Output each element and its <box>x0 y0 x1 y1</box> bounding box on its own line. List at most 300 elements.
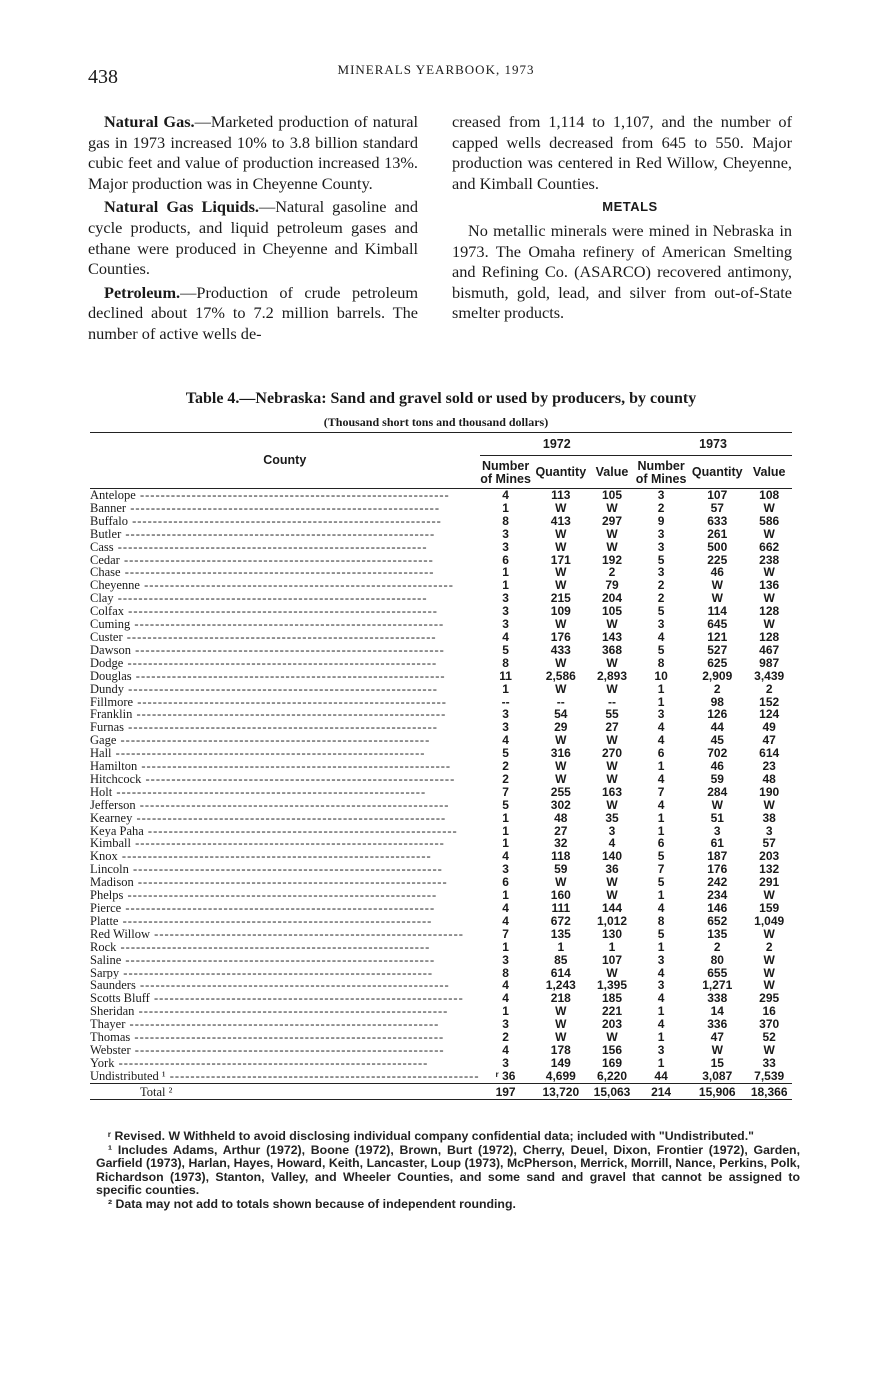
county-cell: Jefferson ------------------------------------------------------------ <box>90 798 450 812</box>
county-cell: Scotts Bluff ------------------------------------------------------------ <box>90 992 464 1006</box>
county-cell: Cedar ------------------------------------------------------------ <box>90 553 434 567</box>
quantity-1972-cell: W <box>555 526 567 541</box>
ngl-body: —Natural gasoline and cycle products, and liquid petroleum gases and ethane were produced in Cheyenne and Kimball Counties. <box>88 197 418 279</box>
table-row <box>90 644 792 657</box>
mines-1973-cell: 3 <box>657 539 665 554</box>
quantity-1972-cell: W <box>555 771 567 786</box>
mines-1972-cell: 4 <box>502 901 509 915</box>
quantity-1973-cell: 176 <box>707 862 728 877</box>
value-header-1973: Value <box>746 456 792 489</box>
quantity-1972-cell: W <box>555 1004 567 1019</box>
value-1973-cell: W <box>763 500 775 515</box>
quantity-1973-cell: 15 <box>710 1055 724 1070</box>
quantity-1973-cell: 121 <box>707 629 728 644</box>
table-row <box>90 928 792 941</box>
mines-1973-cell: 3 <box>657 488 665 502</box>
value-1973-cell: W <box>763 565 775 580</box>
quantity-1973-cell: W <box>711 591 723 606</box>
mines-1973-cell: 2 <box>657 591 665 606</box>
year-1973-header: 1973 <box>634 433 792 456</box>
text-column-right <box>452 112 792 327</box>
value-1972-cell: W <box>606 1030 618 1045</box>
value-1972-cell: W <box>606 771 618 786</box>
mines-1973-cell: 4 <box>657 720 665 735</box>
ngl-heading: Natural Gas Liquids. <box>104 197 260 217</box>
county-cell: Platte ------------------------------------------------------------ <box>90 914 433 928</box>
value-1972-cell: 163 <box>601 784 622 799</box>
value-1973-cell: 124 <box>759 707 780 722</box>
value-1973-cell: 49 <box>762 720 776 735</box>
mines-1973-cell: 1 <box>657 810 665 825</box>
quantity-1973-cell: 114 <box>707 604 727 619</box>
value-1973-cell: W <box>763 888 775 903</box>
table-row <box>90 515 792 528</box>
mines-1973-cell: 3 <box>657 952 665 967</box>
table-row <box>90 566 792 579</box>
value-1973-cell: 370 <box>759 1017 780 1032</box>
county-cell: Chase ------------------------------------------------------------ <box>90 566 435 580</box>
quantity-1973-cell: 2 <box>713 681 721 696</box>
text-column-left <box>88 112 418 348</box>
county-cell: Cuming ------------------------------------------------------------ <box>90 618 445 631</box>
quantity-1972-cell: 29 <box>554 720 568 735</box>
quantity-1973-cell: 44 <box>710 720 724 735</box>
quantity-1972-cell: 48 <box>554 810 568 825</box>
quantity-1973-cell: 234 <box>707 888 728 903</box>
mines-1972-cell: 1 <box>502 565 509 580</box>
mines-1972-cell: 1 <box>502 810 509 825</box>
quantity-1972-cell: W <box>555 875 567 890</box>
county-cell: Hall ------------------------------------------------------------ <box>90 747 426 761</box>
mines-1973-cell: 1 <box>657 1004 665 1019</box>
value-1973-cell: 3,439 <box>754 668 785 683</box>
table-row <box>90 592 792 605</box>
mines-1973-cell: 1 <box>657 823 665 838</box>
mines-1972-cell: 7 <box>502 926 509 941</box>
value-1973-cell: 16 <box>762 1004 776 1019</box>
value-1973-cell: 467 <box>759 642 780 657</box>
metals-body: No metallic minerals were mined in Nebraska in 1973. The Omaha refinery of American Smelting and Refining Co. (ASARCO) recovered antimony, bismuth, gold, lead, and silver from out-of-State smelter products. <box>452 220 792 323</box>
value-1972-cell: W <box>606 526 618 541</box>
county-cell: Rock ------------------------------------------------------------ <box>90 940 431 954</box>
value-1972-cell: 143 <box>601 629 622 644</box>
mines-1973-cell: 1 <box>657 939 665 954</box>
quantity-1972-cell: 59 <box>554 862 568 877</box>
table-row <box>90 554 792 567</box>
quantity-1972-cell: 111 <box>551 901 571 915</box>
value-1973-cell: 2 <box>765 681 773 696</box>
value-1972-cell: 79 <box>605 578 619 593</box>
mines-1972-cell: 6 <box>502 552 509 567</box>
quantity-1972-cell: 32 <box>554 836 568 851</box>
mines-1973-cell: 3 <box>657 617 665 632</box>
table-row <box>90 1057 792 1070</box>
county-cell: Custer ------------------------------------------------------------ <box>90 630 437 644</box>
county-cell: Sarpy ------------------------------------------------------------ <box>90 966 434 980</box>
value-1973-cell: 48 <box>762 771 776 786</box>
mines-1972-cell: 8 <box>502 513 509 528</box>
value-1972-cell: 4 <box>608 836 616 851</box>
petroleum-paragraph <box>88 283 418 345</box>
mines-1972-cell: 5 <box>502 746 509 761</box>
quantity-1972-cell: W <box>555 733 567 748</box>
quantity-header-1972: Quantity <box>532 456 590 489</box>
county-cell: Saline ------------------------------------------------------------ <box>90 953 436 967</box>
mines-header-1972: Number of Mines <box>480 456 532 489</box>
mines-1972-cell: 3 <box>502 617 509 632</box>
county-cell: Thomas ------------------------------------------------------------ <box>90 1031 445 1044</box>
mines-1973-cell: 5 <box>657 875 665 890</box>
table-row <box>90 1018 792 1031</box>
mines-1972-cell: 3 <box>502 1017 509 1032</box>
county-cell: Keya Paha ------------------------------------------------------------ <box>90 824 458 838</box>
mines-1973-cell: 5 <box>657 604 665 619</box>
value-1972-cell: 36 <box>605 862 619 877</box>
mines-1973-cell: 1 <box>657 759 665 774</box>
mines-1972-cell: 6 <box>502 875 509 890</box>
table-row <box>90 825 792 838</box>
value-1972-cell: 169 <box>601 1055 622 1070</box>
value-1973-cell: 132 <box>759 862 780 877</box>
value-1973-cell: 295 <box>759 991 780 1006</box>
value-1972-cell: 192 <box>601 552 622 567</box>
quantity-1972-cell: 54 <box>554 707 568 722</box>
table-row <box>90 528 792 541</box>
table-row <box>90 618 792 631</box>
table-row <box>90 876 792 889</box>
county-cell: Saunders ------------------------------------------------------------ <box>90 979 450 993</box>
county-cell: Butler ------------------------------------------------------------ <box>90 527 436 541</box>
sand-gravel-table <box>90 432 792 1100</box>
mines-1972-cell: 5 <box>502 642 509 657</box>
mines-1972-cell: 3 <box>502 952 509 967</box>
mines-1973-cell: 5 <box>657 849 665 864</box>
mines-1973-cell: 5 <box>657 642 665 657</box>
county-cell: Cass ------------------------------------------------------------ <box>90 540 428 554</box>
mines-1973-cell: 4 <box>657 629 665 644</box>
value-1972-cell: 2,893 <box>596 668 627 683</box>
mines-1972-cell: 7 <box>502 784 509 799</box>
mines-1972-cell: 8 <box>502 965 509 980</box>
value-1972-cell: 1,395 <box>596 978 627 993</box>
value-1973-cell: 7,539 <box>754 1068 785 1083</box>
quantity-1973-cell: 51 <box>710 810 724 825</box>
county-cell: Gage ------------------------------------------------------------ <box>90 734 431 748</box>
mines-1973-cell: 7 <box>657 862 665 877</box>
value-1972-cell: 3 <box>608 823 616 838</box>
mines-1973-cell: 5 <box>657 552 665 567</box>
quantity-1973-cell: 284 <box>707 784 728 799</box>
table-row <box>90 850 792 863</box>
value-1972-cell: 105 <box>601 488 622 502</box>
value-1973-cell: 38 <box>762 810 776 825</box>
quantity-1972-cell: -- <box>556 694 565 709</box>
value-1972-cell: 107 <box>601 952 622 967</box>
value-1973-cell: 52 <box>762 1030 776 1045</box>
mines-1972-cell: 4 <box>502 733 509 748</box>
value-1973-cell: 47 <box>762 733 776 748</box>
value-1973-cell: 152 <box>759 694 780 709</box>
mines-1972-cell: 4 <box>502 849 509 864</box>
value-1973-cell: 662 <box>759 539 780 554</box>
quantity-1973-cell: 527 <box>707 642 728 657</box>
table-row <box>90 1031 792 1044</box>
quantity-1972-cell: 176 <box>550 629 571 644</box>
quantity-1972-cell: 149 <box>550 1055 571 1070</box>
mines-1973-cell: 44 <box>654 1068 668 1083</box>
mines-1972-cell: 1 <box>502 888 509 903</box>
mines-1972-cell: 2 <box>502 1030 509 1045</box>
mines-1972-cell: 3 <box>502 526 509 541</box>
total-county-cell: Total ² <box>90 1083 480 1099</box>
county-cell: Banner ------------------------------------------------------------ <box>90 501 440 515</box>
quantity-1972-cell: 178 <box>550 1042 571 1057</box>
mines-1972-cell: 1 <box>502 500 509 515</box>
footnotes <box>96 1130 800 1211</box>
value-1973-cell: 136 <box>759 578 780 593</box>
quantity-1973-cell: 14 <box>710 1004 724 1019</box>
quantity-1973-cell: 336 <box>707 1017 728 1032</box>
table-row <box>90 747 792 760</box>
quantity-1973-cell: 645 <box>707 617 728 632</box>
county-cell: Hamilton ------------------------------------------------------------ <box>90 760 452 773</box>
table-row <box>90 760 792 773</box>
value-1973-cell: 159 <box>759 901 780 915</box>
total-mines-1973-cell: 214 <box>634 1083 688 1099</box>
value-1972-cell: W <box>606 965 618 980</box>
quantity-1973-cell: 625 <box>707 655 728 670</box>
quantity-1973-cell: 57 <box>710 500 724 515</box>
value-1972-cell: W <box>606 733 618 748</box>
value-1972-cell: 2 <box>608 565 616 580</box>
mines-1973-cell: 4 <box>657 991 665 1006</box>
county-cell: Knox ------------------------------------------------------------ <box>90 850 432 864</box>
value-1973-cell: W <box>763 952 775 967</box>
table-row <box>90 799 792 812</box>
value-1972-cell: 270 <box>601 746 622 761</box>
mines-1972-cell: 4 <box>502 1042 509 1057</box>
quantity-1972-cell: 27 <box>554 823 568 838</box>
mines-1972-cell: 2 <box>502 759 509 774</box>
county-cell: Clay ------------------------------------------------------------ <box>90 592 428 606</box>
table-row <box>90 915 792 928</box>
value-1973-cell: W <box>763 617 775 632</box>
mines-1973-cell: 4 <box>657 733 665 748</box>
county-cell: Red Willow ------------------------------------------------------------ <box>90 927 464 941</box>
mines-1972-cell: 1 <box>502 823 509 838</box>
quantity-1973-cell: 338 <box>707 991 728 1006</box>
quantity-1972-cell: 672 <box>550 913 571 928</box>
county-cell: Furnas ------------------------------------------------------------ <box>90 721 438 735</box>
value-1973-cell: W <box>763 926 775 941</box>
table-row <box>90 489 792 502</box>
value-1973-cell: W <box>763 797 775 812</box>
table-row <box>90 631 792 644</box>
value-header-1972: Value <box>590 456 634 489</box>
quantity-1973-cell: 225 <box>707 552 728 567</box>
value-1972-cell: W <box>606 797 618 812</box>
county-cell: Dawson ------------------------------------------------------------ <box>90 643 445 657</box>
table-body <box>90 489 792 1100</box>
mines-1972-cell: 5 <box>502 797 509 812</box>
mines-1973-cell: 3 <box>657 526 665 541</box>
value-1972-cell: W <box>606 681 618 696</box>
mines-1972-cell: 2 <box>502 771 509 786</box>
mines-1973-cell: 4 <box>657 771 665 786</box>
quantity-1972-cell: 218 <box>550 991 571 1006</box>
quantity-1973-cell: 98 <box>710 694 724 709</box>
mines-1972-cell: 3 <box>502 720 509 735</box>
petroleum-body: —Production of crude petroleum declined about 17% to 7.2 million barrels. The number of active wells de- <box>88 282 418 343</box>
value-1972-cell: 204 <box>601 591 622 606</box>
mines-1972-cell: 3 <box>502 862 509 877</box>
petroleum-continued: creased from 1,114 to 1,107, and the number of capped wells decreased from 645 to 550. Major production was centered in Red Willow, Cheyenne, and Kimball Counties. <box>452 112 792 193</box>
mines-1973-cell: 3 <box>657 1042 665 1057</box>
county-cell: York ------------------------------------------------------------ <box>90 1056 429 1070</box>
county-cell: Franklin ------------------------------------------------------------ <box>90 708 447 722</box>
value-1972-cell: W <box>606 875 618 890</box>
quantity-1972-cell: W <box>555 500 567 515</box>
value-1973-cell: W <box>763 978 775 993</box>
value-1973-cell: W <box>763 526 775 541</box>
mines-1972-cell: 8 <box>502 655 509 670</box>
mines-1973-cell: 1 <box>657 1055 665 1070</box>
table-row <box>90 683 792 696</box>
table-row <box>90 579 792 592</box>
running-head: MINERALS YEARBOOK, 1973 <box>337 62 535 77</box>
quantity-1973-cell: 655 <box>707 965 728 980</box>
quantity-1972-cell: 4,699 <box>545 1068 576 1083</box>
mines-1972-cell: 1 <box>502 1004 509 1019</box>
value-1972-cell: 1 <box>608 939 616 954</box>
mines-1973-cell: 10 <box>654 668 668 683</box>
mines-1972-cell: 4 <box>502 629 509 644</box>
mines-1972-cell: 3 <box>502 707 509 722</box>
mines-1973-cell: 5 <box>657 926 665 941</box>
quantity-1973-cell: 261 <box>707 526 728 541</box>
county-cell: Undistributed ¹ ------------------------------------------------------------ <box>90 1069 480 1083</box>
quantity-1973-cell: 500 <box>707 539 728 554</box>
mines-1973-cell: 8 <box>657 655 665 670</box>
county-cell: Kimball ------------------------------------------------------------ <box>90 837 445 851</box>
quantity-1973-cell: 1,271 <box>702 978 733 993</box>
value-1973-cell: 586 <box>759 513 780 528</box>
table-row <box>90 734 792 747</box>
quantity-1972-cell: 413 <box>550 513 571 528</box>
table-row <box>90 1070 792 1083</box>
total-value-1973-cell: 18,366 <box>746 1083 792 1099</box>
value-1972-cell: 144 <box>601 901 622 915</box>
mines-1972-cell: 1 <box>502 939 509 954</box>
table-row <box>90 708 792 721</box>
table-title: Table 4.—Nebraska: Sand and gravel sold or used by producers, by county <box>185 390 697 407</box>
quantity-header-1973: Quantity <box>688 456 746 489</box>
footnote-revised: ʳ Revised. W Withheld to avoid disclosing individual company confidential data; included with "Undistributed." <box>108 1129 754 1143</box>
value-1972-cell: 185 <box>601 991 622 1006</box>
value-1972-cell: 156 <box>601 1042 622 1057</box>
quantity-1972-cell: 85 <box>554 952 568 967</box>
value-1973-cell: W <box>763 1042 775 1057</box>
mines-1973-cell: 9 <box>657 513 665 528</box>
petroleum-heading: Petroleum. <box>104 282 181 302</box>
value-1973-cell: 291 <box>759 875 780 890</box>
mines-1973-cell: 6 <box>657 836 665 851</box>
value-1972-cell: W <box>606 500 618 515</box>
value-1972-cell: -- <box>607 694 616 709</box>
total-quantity-1972-cell: 13,720 <box>532 1083 590 1099</box>
mines-1973-cell: 7 <box>657 784 665 799</box>
value-1973-cell: 33 <box>762 1055 776 1070</box>
quantity-1972-cell: 255 <box>550 784 571 799</box>
total-value-1972-cell: 15,063 <box>590 1083 634 1099</box>
metals-heading: METALS <box>602 199 658 215</box>
county-cell: Phelps ------------------------------------------------------------ <box>90 889 438 902</box>
county-cell: Thayer ------------------------------------------------------------ <box>90 1018 440 1032</box>
value-1973-cell: 238 <box>759 552 780 567</box>
value-1973-cell: 57 <box>762 836 776 851</box>
quantity-1972-cell: 109 <box>550 604 571 619</box>
mines-1973-cell: 1 <box>657 694 665 709</box>
quantity-1973-cell: 2 <box>713 939 721 954</box>
mines-1972-cell: 1 <box>502 836 509 851</box>
county-cell: Lincoln ------------------------------------------------------------ <box>90 863 443 877</box>
value-1972-cell: 27 <box>605 720 619 735</box>
quantity-1973-cell: 45 <box>710 733 724 748</box>
value-1972-cell: 1,012 <box>596 913 627 928</box>
mines-1972-cell: 3 <box>502 539 509 554</box>
value-1973-cell: W <box>763 965 775 980</box>
page-number: 438 <box>88 66 118 88</box>
table-row <box>90 721 792 734</box>
value-1972-cell: 140 <box>601 849 622 864</box>
footnote-1: ¹ Includes Adams, Arthur (1972), Boone (1972), Brown, Burt (1972), Cherry, Deuel, Dixon, Frontier (1972), Garden, Garfield (1973), Harlan, Hayes, Howard, Keith, Lancaster, Loup (1973), McPherson, Merrick, Morrill, Nance, Perkins, Polk, Richardson (1973), Stanton, Valley, and Wheeler Counties, and some sand and gravel that cannot be assigned to specific counties. <box>96 1142 800 1197</box>
value-1972-cell: W <box>606 888 618 903</box>
mines-1973-cell: 6 <box>657 746 665 761</box>
table-row <box>90 863 792 876</box>
quantity-1972-cell: 1 <box>557 939 565 954</box>
value-1973-cell: 987 <box>759 655 780 670</box>
quantity-1973-cell: W <box>711 578 723 593</box>
mines-1973-cell: 4 <box>657 901 665 915</box>
mines-1973-cell: 1 <box>657 888 665 903</box>
table-total-row <box>90 1083 792 1099</box>
value-1972-cell: 130 <box>601 926 622 941</box>
value-1973-cell: 108 <box>759 488 780 502</box>
county-cell: Madison ------------------------------------------------------------ <box>90 876 448 890</box>
value-1972-cell: 55 <box>605 707 619 722</box>
quantity-1973-cell: 702 <box>707 746 728 761</box>
value-1972-cell: 203 <box>601 1017 622 1032</box>
quantity-1973-cell: 47 <box>710 1030 724 1045</box>
quantity-1973-cell: 46 <box>710 565 724 580</box>
value-1972-cell: W <box>606 617 618 632</box>
value-1972-cell: W <box>606 539 618 554</box>
quantity-1972-cell: 316 <box>550 746 571 761</box>
county-cell: Sheridan ------------------------------------------------------------ <box>90 1005 449 1019</box>
mines-1973-cell: 8 <box>657 913 665 928</box>
table-row <box>90 889 792 902</box>
mines-1973-cell: 3 <box>657 707 665 722</box>
table-row <box>90 979 792 992</box>
total-quantity-1973-cell: 15,906 <box>688 1083 746 1099</box>
mines-1973-cell: 2 <box>657 578 665 593</box>
value-1973-cell: 203 <box>759 849 780 864</box>
mines-1972-cell: 4 <box>502 991 509 1006</box>
mines-1973-cell: 4 <box>657 965 665 980</box>
quantity-1973-cell: 652 <box>707 913 728 928</box>
value-1973-cell: 128 <box>759 629 780 644</box>
value-1972-cell: 221 <box>601 1004 622 1019</box>
